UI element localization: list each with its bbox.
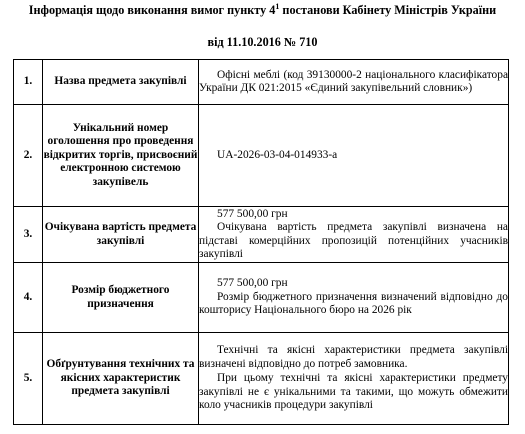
title-text-start: Інформація щодо виконання вимог пункту 4 (28, 3, 276, 17)
document-title (0, 3, 525, 17)
row-number: 2. (14, 105, 43, 207)
row-value (199, 333, 509, 425)
table-row (14, 263, 509, 333)
table-row (14, 207, 509, 263)
row-value (199, 207, 509, 263)
row-value-text: Очікувана вартість предмета закупівлі визначена на підставі комерційних пропозицій потенційних учасників закупівлі (199, 221, 508, 260)
table-row (14, 333, 509, 425)
row-number: 4. (14, 263, 43, 333)
document-subtitle: від 11.10.2016 № 710 (207, 35, 318, 49)
row-value-amount: 577 500,00 грн (217, 207, 288, 220)
row-number: 1. (14, 60, 43, 105)
row-value (199, 105, 509, 207)
row-label: Очікувана вартість предмета закупівлі (43, 207, 199, 263)
row-label: Розмір бюджетного призначення (43, 263, 199, 333)
row-value-text: Офісні меблі (код 39130000-2 національного класифікатора України ДК 021:2015 «Єдиний закупівельний словник») (199, 68, 508, 94)
row-value-text: При цьому технічні та якісні характеристики предмету закупівлі не є унікальними та такими, що можуть обмежити коло учасників процедури закупівлі (199, 372, 508, 412)
row-label: Обґрунтування технічних та якісних характеристик предмета закупівлі (43, 333, 199, 425)
row-label: Назва предмета закупівлі (43, 60, 199, 105)
requirements-table (13, 59, 509, 425)
title-text-end: постанови Кабінету Міністрів України (279, 3, 497, 17)
row-value-text: Розмір бюджетного призначення визначений відповідно до кошторису Національного бюро на 2026 рік (199, 290, 508, 317)
row-value-text: UA-2026-03-04-014933-a (217, 148, 338, 161)
row-number: 3. (14, 207, 43, 263)
row-value (199, 60, 509, 105)
row-value-amount: 577 500,00 грн (217, 277, 288, 290)
row-number: 5. (14, 333, 43, 425)
table-row (14, 105, 509, 207)
row-value-text: Технічні та якісні характеристики предмета закупівлі визначені відповідно до потреб замовника. (199, 344, 508, 370)
row-value (199, 263, 509, 333)
row-label: Унікальний номер оголошення про проведення відкритих торгів, присвоєний електронною системою закупівель (43, 105, 199, 207)
table-row (14, 60, 509, 105)
title-superscript: 1 (275, 2, 280, 11)
